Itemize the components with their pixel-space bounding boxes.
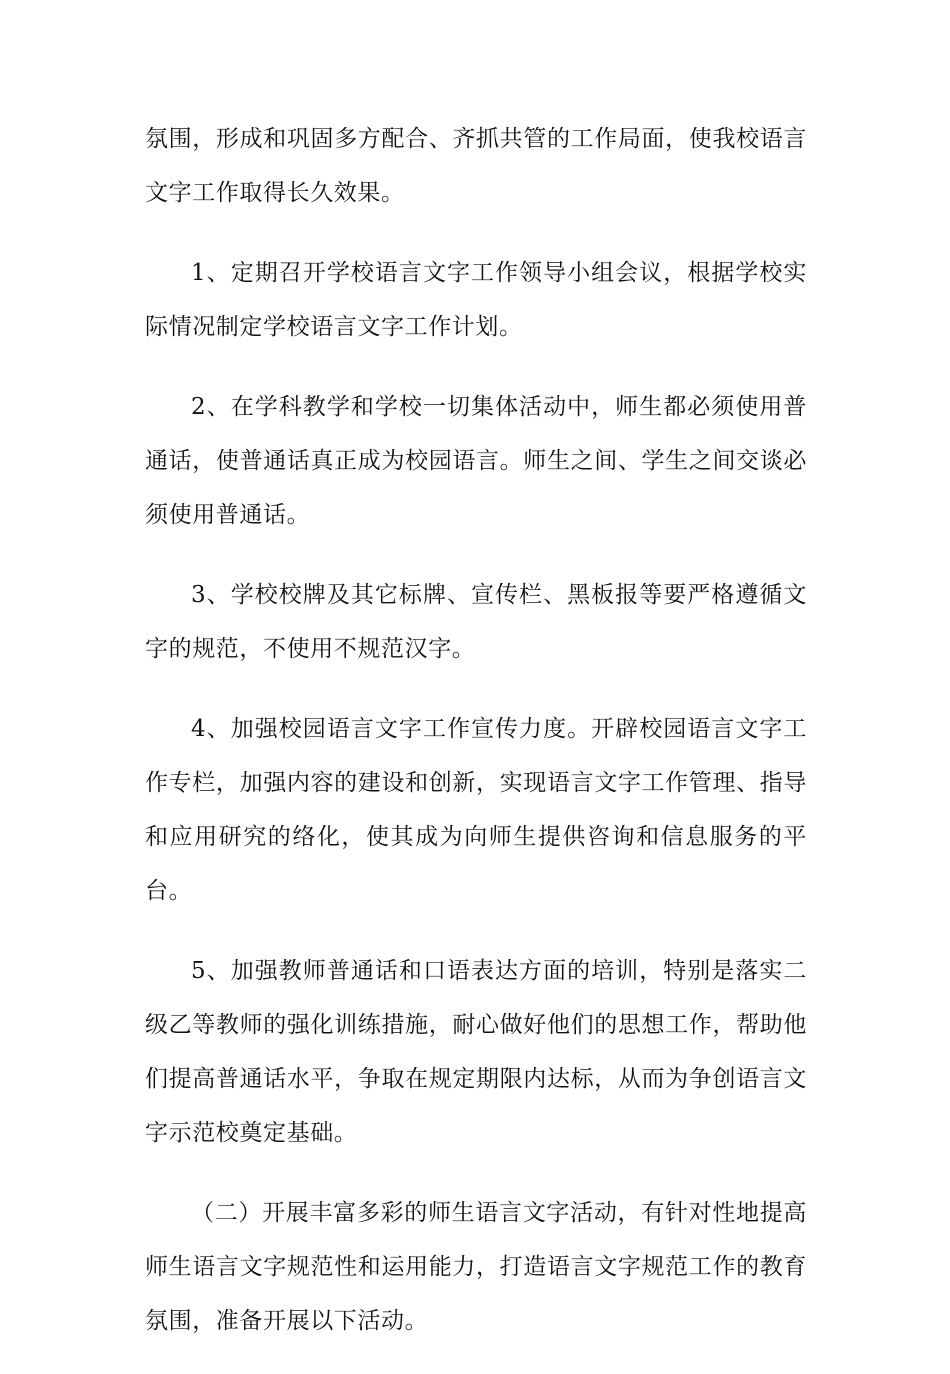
- paragraph-section-2: （二）开展丰富多彩的师生语言文字活动，有针对性地提高师生语言文字规范性和运用能力，打造语言文字规范工作的教育氛围，准备开展以下活动。: [145, 1200, 807, 1334]
- paragraph-item-1: 1、定期召开学校语言文字工作领导小组会议，根据学校实际情况制定学校语言文字工作计划。: [145, 260, 807, 340]
- paragraph-item-5: 5、加强教师普通话和口语表达方面的培训，特别是落实二级乙等教师的强化训练措施，耐心做好他们的思想工作，帮助他们提高普通话水平，争取在规定期限内达标，从而为争创语言文字示范校奠定基础。: [145, 958, 807, 1146]
- paragraph-item-4: 4、加强校园语言文字工作宣传力度。开辟校园语言文字工作专栏，加强内容的建设和创新，实现语言文字工作管理、指导和应用研究的络化，使其成为向师生提供咨询和信息服务的平台。: [145, 716, 807, 904]
- paragraph-item-3: 3、学校校牌及其它标牌、宣传栏、黑板报等要严格遵循文字的规范，不使用不规范汉字。: [145, 582, 807, 662]
- document-body: [145, 112, 807, 1374]
- paragraph-item-2: 2、在学科教学和学校一切集体活动中，师生都必须使用普通话，使普通话真正成为校园语言。师生之间、学生之间交谈必须使用普通话。: [145, 394, 807, 528]
- paragraph-continuation: 氛围，形成和巩固多方配合、齐抓共管的工作局面，使我校语言文字工作取得长久效果。: [145, 126, 807, 206]
